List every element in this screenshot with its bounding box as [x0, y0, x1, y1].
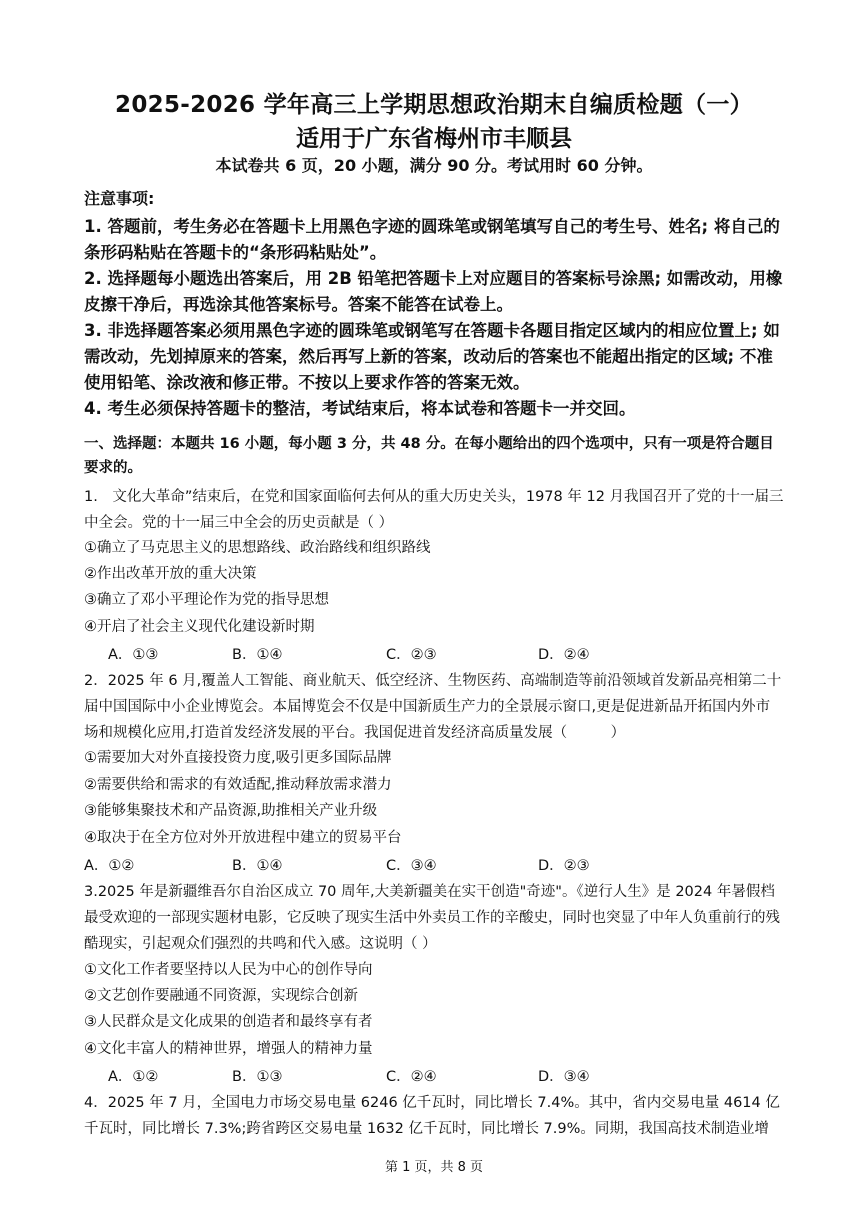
choice-d[interactable]: D．③④: [538, 1069, 590, 1085]
choice-b[interactable]: B．①④: [232, 858, 283, 874]
choice-c[interactable]: C．③④: [386, 858, 437, 874]
notice-item-2: 2. 选择题每小题选出答案后，用 2B 铅笔把答题卡上对应题目的答案标号涂黑; 如需改动，用橡皮擦干净后，再选涂其他答案标号。答案不能答在试卷上。: [84, 269, 783, 314]
question-3-stem: 3.2025 年是新疆维吾尔自治区成立 70 周年,大美新疆美在实干创造"奇迹"。《逆行人生》是 2024 年暑假档最受欢迎的一部现实题材电影，它反映了现实生活中外卖员工作的辛酸史，同时也突显了中年人负重前行的残酷现实，引起观众们强烈的共鸣和代入感。这说明（ ）: [84, 884, 780, 952]
question-2-option-4: ④取决于在全方位对外开放进程中建立的贸易平台: [84, 830, 402, 846]
choice-a[interactable]: A．①②: [108, 1069, 159, 1085]
question-2-option-1: ①需要加大对外直接投资力度,吸引更多国际品牌: [84, 750, 392, 766]
choice-a[interactable]: A．①③: [108, 647, 159, 663]
section-heading: 一、选择题：本题共 16 小题，每小题 3 分，共 48 分。在每小题给出的四个选项中，只有一项是符合题目要求的。: [84, 436, 774, 476]
choice-c[interactable]: C．②④: [386, 1069, 437, 1085]
question-1-option-1: ①确立了马克思主义的思想路线、政治路线和组织路线: [84, 540, 431, 556]
notice-item-4: 4. 考生必须保持答题卡的整洁，考试结束后，将本试卷和答题卡一并交回。: [84, 399, 636, 418]
exam-title: 2025-2026 学年高三上学期思想政治期末自编质检题（一）: [115, 92, 753, 118]
question-3-option-1: ①文化工作者要坚持以人民为中心的创作导向: [84, 962, 373, 978]
choice-d[interactable]: D．②④: [538, 647, 590, 663]
question-1-option-4: ④开启了社会主义现代化建设新时期: [84, 619, 315, 635]
choice-a[interactable]: A．①②: [84, 858, 135, 874]
notice-heading: 注意事项:: [84, 189, 155, 208]
question-2-stem: 2．2025 年 6 月,覆盖人工智能、商业航天、低空经济、生物医药、高端制造等前沿领域首发新品亮相第二十届中国国际中小企业博览会。本届博览会不仅是中国新质生产力的全景展示窗口,更是促进新品开拓国内外市场和规模化应用,打造首发经济发展的平台。我国促进首发经济高质量发展（ ）: [84, 673, 782, 741]
question-4-stem: 4．2025 年 7 月，全国电力市场交易电量 6246 亿千瓦时，同比增长 7.4%。其中，省内交易电量 4614 亿千瓦时，同比增长 7.3%;跨省跨区交易电量 1632 亿千瓦时，同比增长 7.9%。同期，我国高技术制造业增: [84, 1095, 780, 1137]
question-1-option-3: ③确立了邓小平理论作为党的指导思想: [84, 592, 329, 608]
question-1-option-2: ②作出改革开放的重大决策: [84, 566, 257, 582]
page-number: 第 1 页，共 8 页: [384, 1160, 484, 1175]
question-3-option-3: ③人民群众是文化成果的创造者和最终享有者: [84, 1014, 373, 1030]
question-2-option-2: ②需要供给和需求的有效适配,推动释放需求潜力: [84, 777, 392, 793]
choice-d[interactable]: D．②③: [538, 858, 590, 874]
question-2-option-3: ③能够集聚技术和产品资源,助推相关产业升级: [84, 803, 378, 819]
choice-b[interactable]: B．①③: [232, 1069, 283, 1085]
question-1-stem: 1. 文化大革命”结束后，在党和国家面临何去何从的重大历史关头，1978 年 12 月我国召开了党的十一届三中全会。党的十一届三中全会的历史贡献是（ ）: [84, 489, 784, 531]
question-3-option-2: ②文艺创作要融通不同资源，实现综合创新: [84, 988, 358, 1004]
notice-item-1: 1. 答题前，考生务必在答题卡上用黑色字迹的圆珠笔或钢笔填写自己的考生号、姓名; 将自己的条形码粘贴在答题卡的“条形码粘贴处”。: [84, 217, 780, 262]
exam-info: 本试卷共 6 页，20 小题，满分 90 分。考试用时 60 分钟。: [215, 156, 653, 175]
question-3-option-4: ④文化丰富人的精神世界，增强人的精神力量: [84, 1041, 373, 1057]
notice-item-3: 3. 非选择题答案必须用黑色字迹的圆珠笔或钢笔写在答题卡各题目指定区域内的相应位置上; 如需改动，先划掉原来的答案，然后再写上新的答案，改动后的答案也不能超出指定的区域; 不准使用铅笔、涂改液和修正带。不按以上要求作答的答案无效。: [84, 321, 780, 392]
choice-b[interactable]: B．①④: [232, 647, 283, 663]
exam-subtitle: 适用于广东省梅州市丰顺县: [296, 126, 572, 152]
choice-c[interactable]: C．②③: [386, 647, 437, 663]
